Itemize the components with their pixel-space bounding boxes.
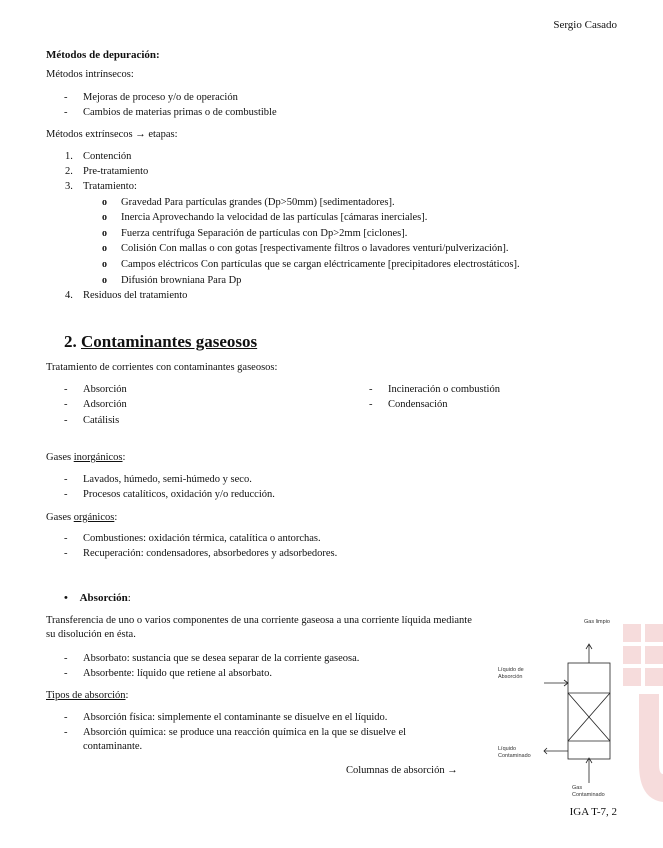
column-body <box>568 663 610 759</box>
dash-marker: - <box>64 415 68 426</box>
circle-bullet: o <box>102 259 107 270</box>
dash-marker: - <box>64 727 68 738</box>
dash-marker: - <box>64 474 68 485</box>
dash-marker: - <box>64 548 68 559</box>
label-gas-contaminado: Gas Contaminado <box>572 785 605 798</box>
section-title <box>64 331 257 354</box>
list-item: - Absorción química: se produce una reacción química en la que se disuelve el contaminante. <box>64 727 407 753</box>
inorganicos-label: Gases inorgánicos: <box>46 452 126 463</box>
dash-marker: - <box>369 384 373 395</box>
dash-marker: - <box>64 653 68 664</box>
label-gas-limpio: Gas limpio <box>584 619 610 625</box>
page-footer: IGA T-7, 2 <box>569 806 617 818</box>
absorcion-heading: • Absorción: <box>64 592 131 604</box>
dash-marker: - <box>64 668 68 679</box>
dash-marker: - <box>64 489 68 500</box>
section-title-text: Contaminantes gaseosos <box>81 332 258 351</box>
dash-marker: - <box>64 712 68 723</box>
tipos-label: Tipos de absorción: <box>46 690 129 701</box>
circle-bullet: o <box>102 243 107 254</box>
circle-bullet: o <box>102 197 107 208</box>
organicos-label: Gases orgánicos: <box>46 512 118 523</box>
label-liquido-contaminado: Líquido Contaminado <box>498 746 531 759</box>
dash-marker: - <box>64 384 68 395</box>
circle-bullet: o <box>102 212 107 223</box>
dash-marker: - <box>64 107 68 118</box>
label-liquido-absorcion: Líquido de Absorción <box>498 667 524 680</box>
depuracion-heading: Métodos de depuración: <box>46 49 160 61</box>
dash-marker: - <box>64 399 68 410</box>
columnas-note: Columnas de absorción → <box>346 765 458 776</box>
column-drawing <box>492 615 622 805</box>
dash-marker: - <box>64 92 68 103</box>
circle-bullet: o <box>102 275 107 286</box>
circle-bullet: o <box>102 228 107 239</box>
intrinsecos-label: Métodos intrínsecos: <box>46 69 134 80</box>
dash-marker: - <box>64 533 68 544</box>
section-number: 2. <box>64 332 77 351</box>
bullet-marker: • <box>64 592 68 604</box>
absorption-column-diagram <box>492 615 622 805</box>
author-name: Sergio Casado <box>553 19 617 31</box>
absorcion-definition: Transferencia de uno o varios componentes de una corriente gaseosa a una corriente líquida mediante su disolución en ésta. <box>46 615 472 641</box>
dash-marker: - <box>369 399 373 410</box>
extrinsecos-label: Métodos extrínsecos → etapas: <box>46 129 178 140</box>
document-page: Sergio Casado Métodos de depuración: Métodos intrínsecos: - Mejoras de proceso y/o de operación - Cambios de materias primas o de combustible Métodos extrínsecos → etapas: 1. Contención 2. Pre-tratamiento 3. Tratamiento: o Gravedad Para partículas grandes (Dp>50mm) [sedimentadores]. o Inercia Aprovechando la velocidad de las partículas [cámaras inerciales]. o Fuerza centrífuga Separación de partículas con Dp>2mm [ciclones]. o Colisión Con mallas o con gotas [respectivamente filtros o lavadores venturi/pulverización]. o Campos eléctricos Con partículas que se cargan eléctricamente [precipitadores electrostáticos]. o Difusión browniana Para Dp 4. Residuos del tratamiento 2. Contaminantes gaseosos Tratamiento de corrientes con contaminantes gaseosos: - Absorción - Adsorción - Catálisis - Incineración o combustión - Condensación Gases inorgánicos: - Lavados, húmedo, semi-húmedo y seco. - Procesos catalíticos, oxidación y/o reducción. Gases orgánicos: - Combustiones: oxidación térmica, catalítica o antorchas. - Recuperación: condensadores, absorbedores y adsorbedores. • Absorción: Transferencia de uno o varios componentes de una corriente gaseosa a una corriente líquida mediante su disolución en ésta. - Absorbato: sustancia que se desea separar de la corriente gaseosa. - Absorbente: líquido que retiene al absorbato. Tipos de absorción: - Absorción física: simplemente el contaminante se disuelve en el líquido. - Absorción química: se produce una reacción química en la que se disuelve el contaminante. Columnas de absorción → Gas limpio Líquido de Absorción Líquido Contaminado Gas Contaminado IGA T-7, 2 <box>0 0 663 848</box>
section-intro: Tratamiento de corrientes con contaminantes gaseosos: <box>46 362 278 373</box>
